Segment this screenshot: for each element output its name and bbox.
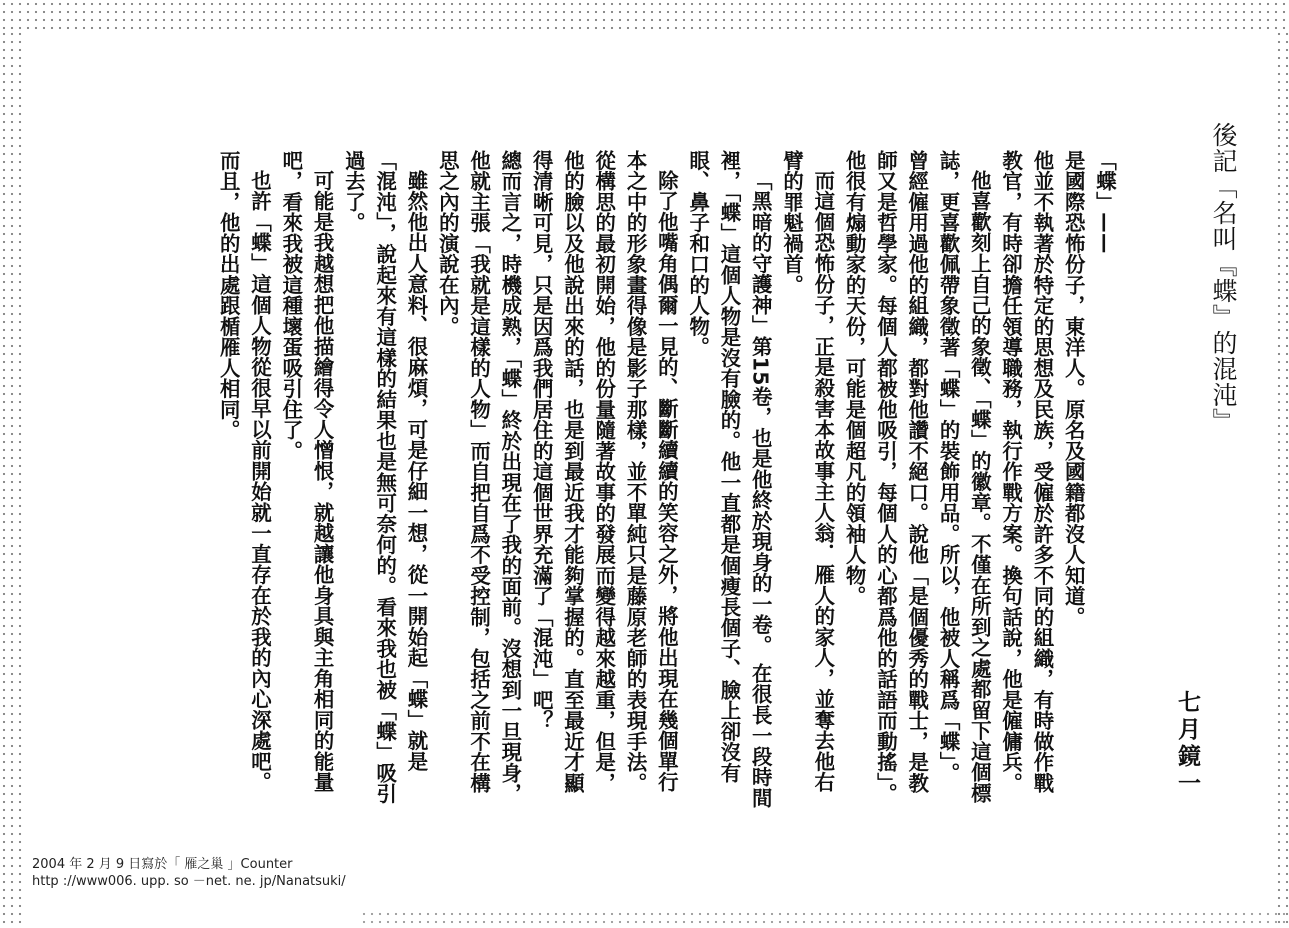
dotted-border-right [1275, 30, 1289, 928]
footer-note [32, 856, 452, 890]
paragraph: 也許「蝶」這個人物從很早以前開始就一直存在於我的內心深處吧。而且，他的出處跟楯雁人相同。 [216, 150, 272, 793]
page-title: 後記「名叫『蝶』的混沌』 [1209, 122, 1238, 434]
paragraph: 「黑暗的守護神」第15卷，也是他終於現身的一卷。 在很長一段時間裡，「蝶」這個人物是沒有臉的。他一直都是個瘦長個子、臉上卻沒有眼、鼻子和口的人物。 [686, 150, 773, 809]
paragraph: 除了他嘴角偶爾一見的、斷斷續續的笑容之外，將他出現在幾個單行本之中的形象畫得像是影子那樣，並不單純只是藤原老師的表現手法。 [623, 150, 679, 794]
paragraph: 可能是我越想把他描繪得令人憎恨，就越讓他身具與主角相同的能量吧，看來我被這種壞蛋吸引住了。 [279, 150, 335, 793]
paragraph: 「蝶」—— [1093, 150, 1117, 254]
paragraph: 而這個恐怖份子，正是殺害本故事主人翁．雁人的家人，並奪去他右臂的罪魁禍首。 [780, 150, 836, 793]
author-name: 七月鏡一 [1174, 690, 1200, 798]
paragraph: 他喜歡刻上自己的象徵、「蝶」的徽章。不僅在所到之處都留下這個標誌，更喜歡佩帶象徵著「蝶」的裝飾用品。所以，他被人稱爲「蝶」。 [936, 150, 992, 804]
afterword-body [120, 150, 1120, 810]
paragraph: 總而言之，時機成熟，「蝶」終於出現在了我的面前。沒想到一旦現身，他就主張「我就是這樣的人物」而自把自爲不受控制，包括之前不在構思之內的演說在內。 [435, 150, 523, 804]
paragraph: 他並不執著於特定的思想及民族，受僱於許多不同的組織，有時做作戰教官，有時卻擔任領導職務，執行作戰方案。換句話說，他是僱傭兵。 [999, 150, 1055, 794]
footer-url: http ://www006. upp. so －net. ne. jp/Nanatsuki/ [32, 874, 346, 889]
paragraph: 是國際恐怖份子，東洋人。原名及國籍都沒人知道。 [1061, 150, 1086, 628]
paragraph: 從構思的最初開始，他的份量隨著故事的發展而變得越來越重，但是，他的臉以及他說出來的話，也是到最近我才能夠掌握的。直至最近才顯得清晰可見，只是因爲我們居住的這個世界充滿了「混沌」吧？ [529, 150, 617, 794]
dotted-border-bottom [360, 910, 1289, 928]
paragraph: 雖然他出人意料、很麻煩，可是仔細一想，從一開始起「蝶」就是「混沌」，說起來有這樣的結果也是無可奈何的。看來我也被「蝶」吸引過去了。 [341, 150, 429, 804]
dotted-border-top [0, 0, 1289, 30]
footer-date-line: 2004 年 2 月 9 日寫於「 雁之巢 」Counter [32, 857, 293, 872]
paragraph: 曾經僱用過他的組織，都對他讚不絕口。說他「是個優秀的戰士，是教師又是哲學家。每個人都被他吸引，每個人的心都爲他的話語而動搖」。他很有煽動家的天份，可能是個超凡的領袖人物。 [842, 150, 930, 804]
dotted-border-left [0, 30, 22, 928]
